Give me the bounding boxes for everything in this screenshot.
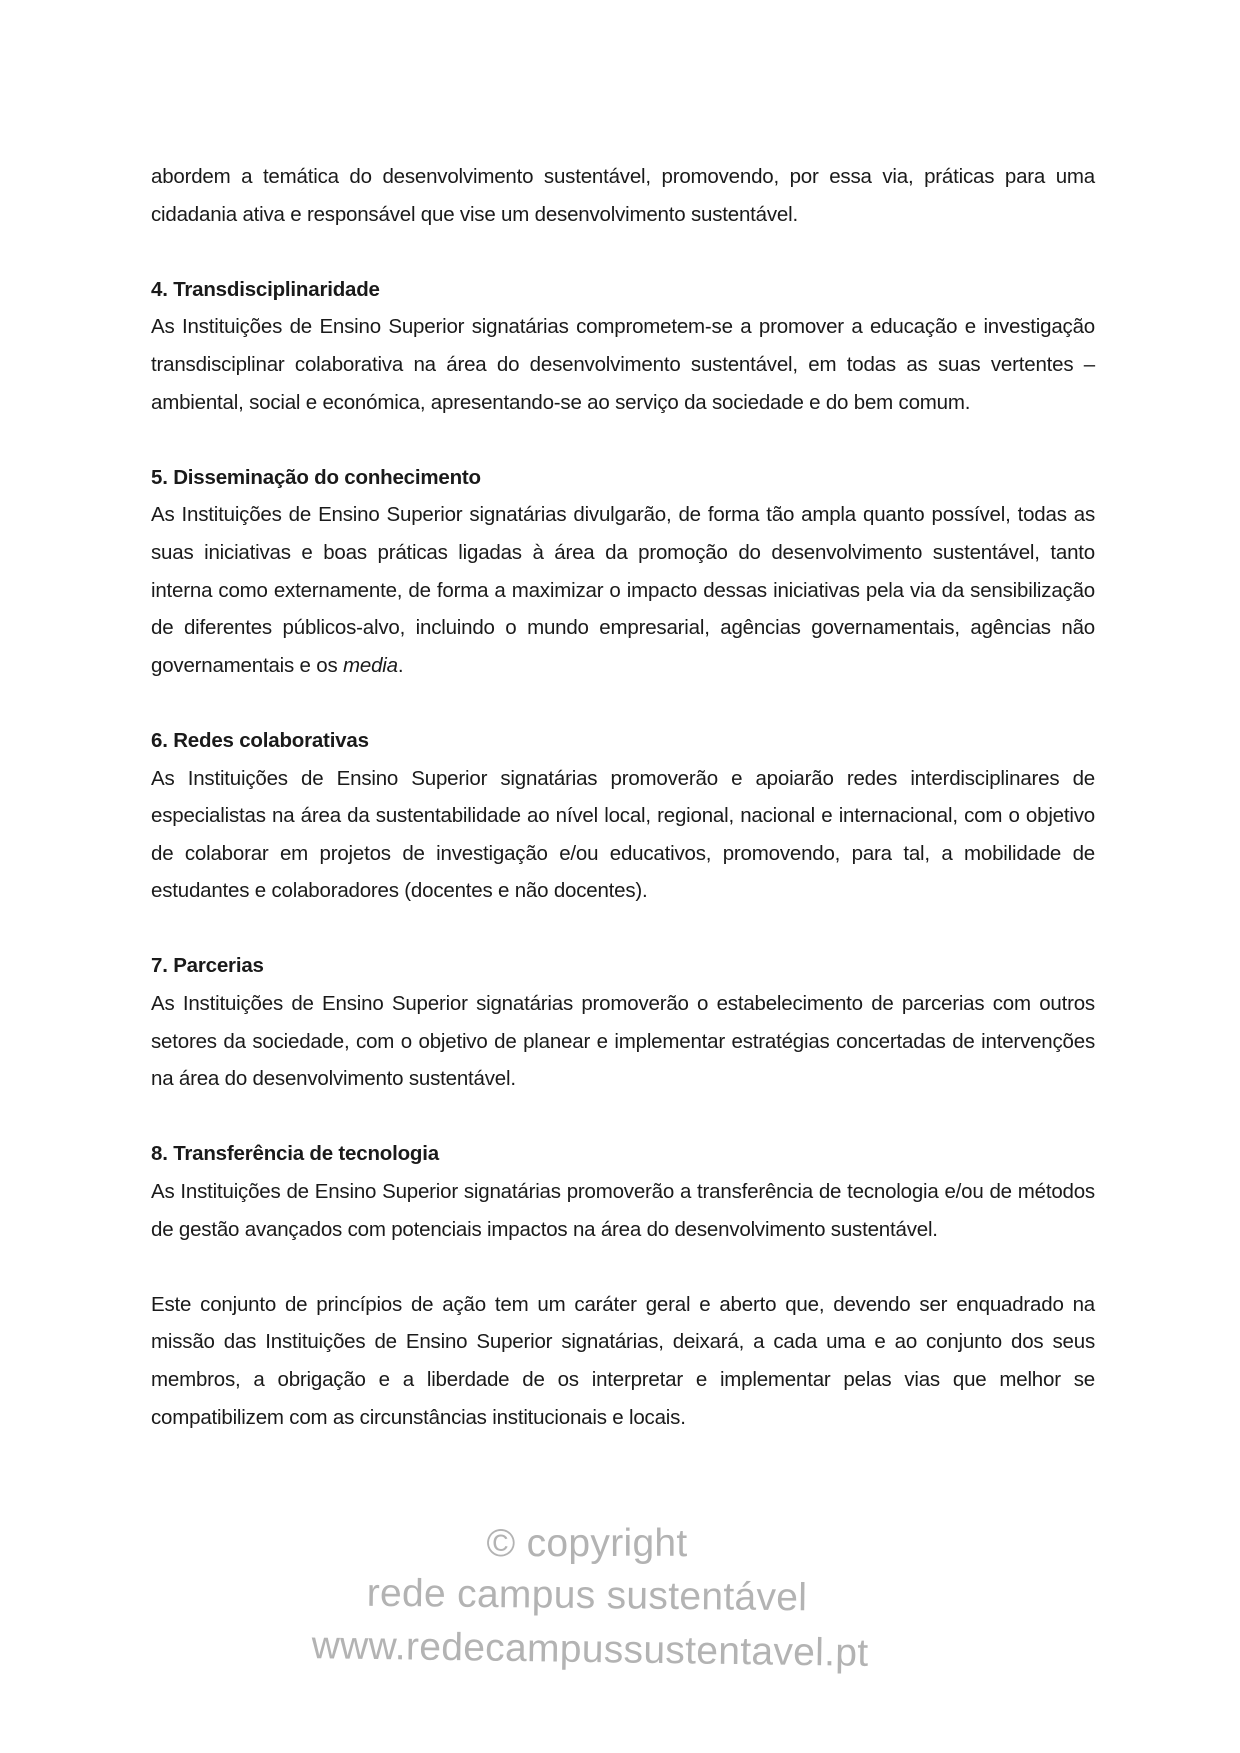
section-heading-transdisciplinaridade: 4. Transdisciplinaridade: [151, 277, 380, 301]
watermark-name: rede campus sustentável: [366, 1571, 808, 1620]
section-body-transdisciplinaridade: As Instituições de Ensino Superior signatárias comprometem-se a promover a educação e investigação transdisciplinar colaborativa na área do desenvolvimento sustentável, em todas as suas vertentes – ambiental, social e económica, apresentando-se ao serviço da sociedade e do bem comum.: [151, 315, 1095, 414]
watermark-url: www.redecampussustentavel.pt: [311, 1624, 869, 1675]
section-heading-transferencia: 8. Transferência de tecnologia: [151, 1142, 439, 1166]
section-body-parcerias: As Instituições de Ensino Superior signatárias promoverão o estabelecimento de parcerias com outros setores da sociedade, com o objetivo de planear e implementar estratégias concertadas de intervenções na área do desenvolvimento sustentável.: [151, 992, 1095, 1091]
watermark-copyright: © copyright: [486, 1522, 688, 1565]
section-heading-parcerias: 7. Parcerias: [151, 954, 264, 978]
section-body-disseminacao-end: .: [397, 653, 404, 677]
section-body-disseminacao: [151, 496, 1095, 684]
section-heading-redes: 6. Redes colaborativas: [151, 728, 369, 752]
section-body-redes: As Instituições de Ensino Superior signatárias promoverão e apoiarão redes interdisciplinares de especialistas na área da sustentabilidade ao nível local, regional, nacional e internacional, com o objetivo de colaborar em projetos de investigação e/ou educativos, promovendo, para tal, a mobilidade de estudantes e colaboradores (docentes e não docentes).: [151, 766, 1095, 903]
section-body-transferencia: As Instituições de Ensino Superior signatárias promoverão a transferência de tecnologia e/ou de métodos de gestão avançados com potenciais impactos na área do desenvolvimento sustentável.: [151, 1180, 1095, 1241]
document-body: [151, 158, 1095, 1436]
section-body-disseminacao-text: As Instituições de Ensino Superior signatárias divulgarão, de forma tão ampla quanto possível, todas as suas iniciativas e boas práticas ligadas à área da promoção do desenvolvimento sustentável, tanto interna como externamente, de forma a maximizar o impacto dessas iniciativas pela via da sensibilização de diferentes públicos-alvo, incluindo o mundo empresarial, agências governamentais, agências não governamentais e os: [151, 503, 1095, 677]
intro-paragraph: abordem a temática do desenvolvimento sustentável, promovendo, por essa via, práticas para uma cidadania ativa e responsável que vise um desenvolvimento sustentável.: [151, 165, 1095, 226]
section-heading-disseminacao: 5. Disseminação do conhecimento: [151, 465, 481, 489]
closing-paragraph: Este conjunto de princípios de ação tem um caráter geral e aberto que, devendo ser enquadrado na missão das Instituições de Ensino Superior signatárias, deixará, a cada uma e ao conjunto dos seus membros, a obrigação e a liberdade de os interpretar e implementar pelas vias que melhor se compatibilizem com as circunstâncias institucionais e locais.: [151, 1292, 1095, 1429]
section-body-disseminacao-italic: media: [343, 653, 398, 677]
